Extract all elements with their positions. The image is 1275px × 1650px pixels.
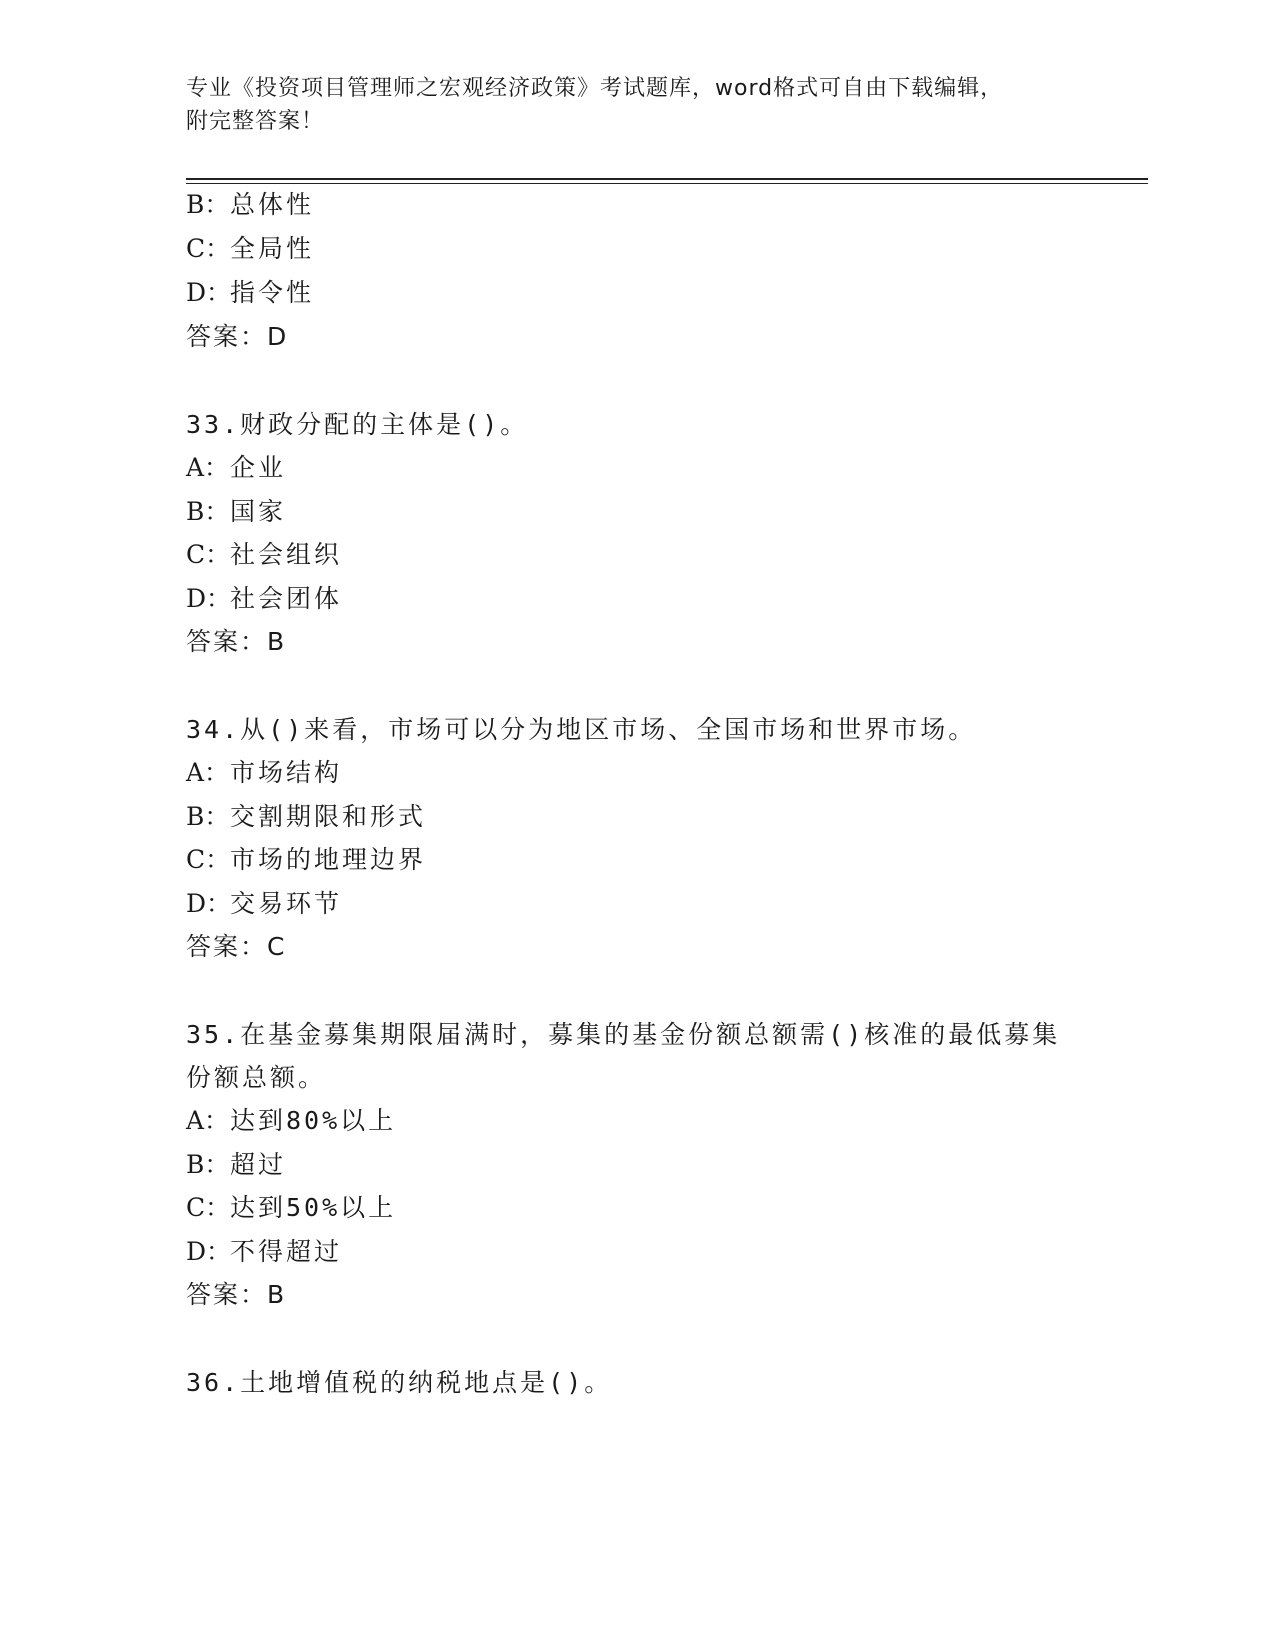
option-c: C：全局性 [186, 234, 315, 263]
q34-answer: 答案：C [186, 932, 287, 961]
question-34: 34.从()来看，市场可以分为地区市场、全国市场和世界市场。 [186, 715, 977, 744]
option-d: D：指令性 [186, 278, 315, 307]
header-line-1: 专业《投资项目管理师之宏观经济政策》考试题库，word格式可自由下载编辑， [186, 76, 1004, 101]
q33-option-a: A：企业 [186, 453, 287, 482]
question-36: 36.土地增值税的纳税地点是()。 [186, 1368, 613, 1397]
q33-option-d: D：社会团体 [186, 584, 343, 613]
q33-answer: 答案：B [186, 627, 287, 656]
option-b: B：总体性 [186, 190, 315, 219]
q33-option-c: C：社会组织 [186, 540, 343, 569]
header-divider-thick [186, 178, 1148, 180]
q34-option-d: D：交易环节 [186, 889, 343, 918]
q34-option-c: C：市场的地理边界 [186, 845, 427, 874]
header-divider-thin [186, 183, 1148, 184]
q35-option-a: A：达到80%以上 [186, 1106, 397, 1135]
q35-option-d: D：不得超过 [186, 1237, 343, 1266]
header-line-2: 附完整答案！ [186, 109, 325, 134]
q35-option-b: B：超过 [186, 1150, 287, 1179]
q34-option-a: A：市场结构 [186, 758, 343, 787]
q34-option-b: B：交割期限和形式 [186, 802, 427, 831]
q35-option-c: C：达到50%以上 [186, 1193, 397, 1222]
answer-line: 答案：D [186, 322, 289, 351]
document-header [186, 72, 1086, 138]
question-35-line-1: 35.在基金募集期限届满时，募集的基金份额总额需()核准的最低募集 [186, 1020, 1061, 1049]
q35-answer: 答案：B [186, 1280, 287, 1309]
question-35-line-2: 份额总额。 [186, 1063, 327, 1092]
question-33: 33.财政分配的主体是()。 [186, 410, 529, 439]
q33-option-b: B：国家 [186, 497, 287, 526]
